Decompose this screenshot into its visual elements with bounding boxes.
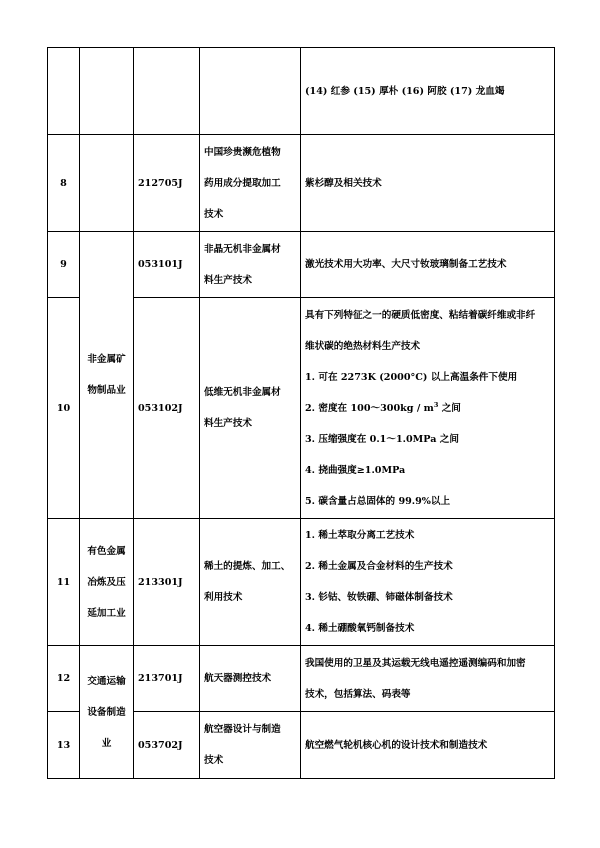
table-row bbox=[48, 135, 555, 232]
description-line: 维状碳的绝热材料生产技术 bbox=[305, 340, 421, 352]
name-line: 航空器设计与制造 bbox=[204, 724, 281, 735]
row-number: 9 bbox=[48, 232, 80, 298]
description-line: 4. 稀土硼酸氧钙制备技术 bbox=[305, 623, 415, 634]
table-row bbox=[48, 48, 555, 135]
name-line: 中国珍贵濒危植物 bbox=[204, 146, 281, 158]
tech-name bbox=[200, 646, 301, 712]
name-line: 技术 bbox=[204, 208, 224, 220]
tech-code: 053702J bbox=[134, 712, 200, 779]
description-line: 激光技术用大功率、大尺寸钕玻璃制备工艺技术 bbox=[305, 259, 507, 270]
name-line: 技术 bbox=[204, 755, 224, 766]
superscript: 3 bbox=[433, 400, 439, 409]
tech-description bbox=[301, 519, 555, 646]
category-line: 交通运输 bbox=[87, 675, 126, 687]
description-line: 1. 稀土萃取分离工艺技术 bbox=[305, 530, 415, 541]
category-cell-nonferrous bbox=[80, 519, 134, 646]
row-number bbox=[48, 48, 80, 135]
row-number: 8 bbox=[48, 135, 80, 232]
description-line: 1. 可在 2273K (2000°C) 以上高温条件下使用 bbox=[305, 371, 518, 383]
tech-code: 212705J bbox=[134, 135, 200, 232]
tech-code: 213701J bbox=[134, 646, 200, 712]
tech-name bbox=[200, 48, 301, 135]
tech-description bbox=[301, 135, 555, 232]
row-number: 10 bbox=[48, 298, 80, 519]
description-line: 航空燃气轮机核心机的设计技术和制造技术 bbox=[305, 739, 488, 751]
tech-name bbox=[200, 712, 301, 779]
description-line: (14) 红参 (15) 厚朴 (16) 阿胶 (17) 龙血竭 bbox=[305, 85, 505, 97]
category-line: 有色金属 bbox=[87, 545, 126, 557]
table-row bbox=[48, 519, 555, 646]
tech-description bbox=[301, 48, 555, 135]
technology-catalog-table bbox=[47, 47, 555, 779]
description-line: 紫杉醇及相关技术 bbox=[305, 177, 382, 189]
tech-description bbox=[301, 646, 555, 712]
description-line: 我国使用的卫星及其运载无线电遥控遥测编码和加密 bbox=[305, 657, 526, 669]
row-number: 12 bbox=[48, 646, 80, 712]
tech-description bbox=[301, 712, 555, 779]
name-line: 药用成分提取加工 bbox=[204, 177, 281, 189]
tech-name bbox=[200, 519, 301, 646]
category-cell-transport bbox=[80, 646, 134, 779]
description-line: 技术，包括算法、码表等 bbox=[305, 688, 411, 700]
category-line: 延加工业 bbox=[87, 607, 126, 619]
category-line: 物制品业 bbox=[87, 385, 126, 396]
row-number: 11 bbox=[48, 519, 80, 646]
name-line: 利用技术 bbox=[204, 592, 243, 603]
category-line: 非金属矿 bbox=[87, 354, 126, 365]
table-row bbox=[48, 232, 555, 298]
name-line: 料生产技术 bbox=[204, 274, 252, 286]
tech-code: 213301J bbox=[134, 519, 200, 646]
description-line: 5. 碳含量占总固体的 99.9%以上 bbox=[305, 495, 451, 507]
tech-code bbox=[134, 48, 200, 135]
description-line: 3. 压缩强度在 0.1～1.0MPa 之间 bbox=[305, 433, 459, 445]
tech-code: 053102J bbox=[134, 298, 200, 519]
row-number: 13 bbox=[48, 712, 80, 779]
tech-code: 053101J bbox=[134, 232, 200, 298]
description-line: 2. 稀土金属及合金材料的生产技术 bbox=[305, 561, 453, 572]
tech-name bbox=[200, 135, 301, 232]
category-line: 设备制造 bbox=[87, 706, 126, 718]
name-line: 料生产技术 bbox=[204, 418, 252, 429]
tech-name bbox=[200, 232, 301, 298]
name-line: 稀土的提炼、加工、 bbox=[204, 561, 291, 572]
name-line: 航天器测控技术 bbox=[204, 673, 272, 684]
category-cell bbox=[80, 135, 134, 232]
category-line: 冶炼及压 bbox=[87, 576, 126, 588]
category-cell bbox=[80, 48, 134, 135]
description-line: 具有下列特征之一的硬质低密度、粘结着碳纤维或非纤 bbox=[305, 309, 536, 321]
tech-description bbox=[301, 298, 555, 519]
description-line: 3. 钐钴、钕铁硼、铈磁体制备技术 bbox=[305, 592, 453, 603]
category-cell-nonmetal bbox=[80, 232, 134, 519]
description-line: 4. 挠曲强度≥1.0MPa bbox=[305, 464, 406, 476]
tech-description bbox=[301, 232, 555, 298]
name-line: 非晶无机非金属材 bbox=[204, 243, 281, 255]
tech-name bbox=[200, 298, 301, 519]
category-line: 业 bbox=[101, 737, 112, 749]
table-row bbox=[48, 646, 555, 712]
description-line: 2. 密度在 100～300kg / $m^3$ 之间 bbox=[305, 400, 461, 414]
name-line: 低维无机非金属材 bbox=[204, 387, 281, 398]
